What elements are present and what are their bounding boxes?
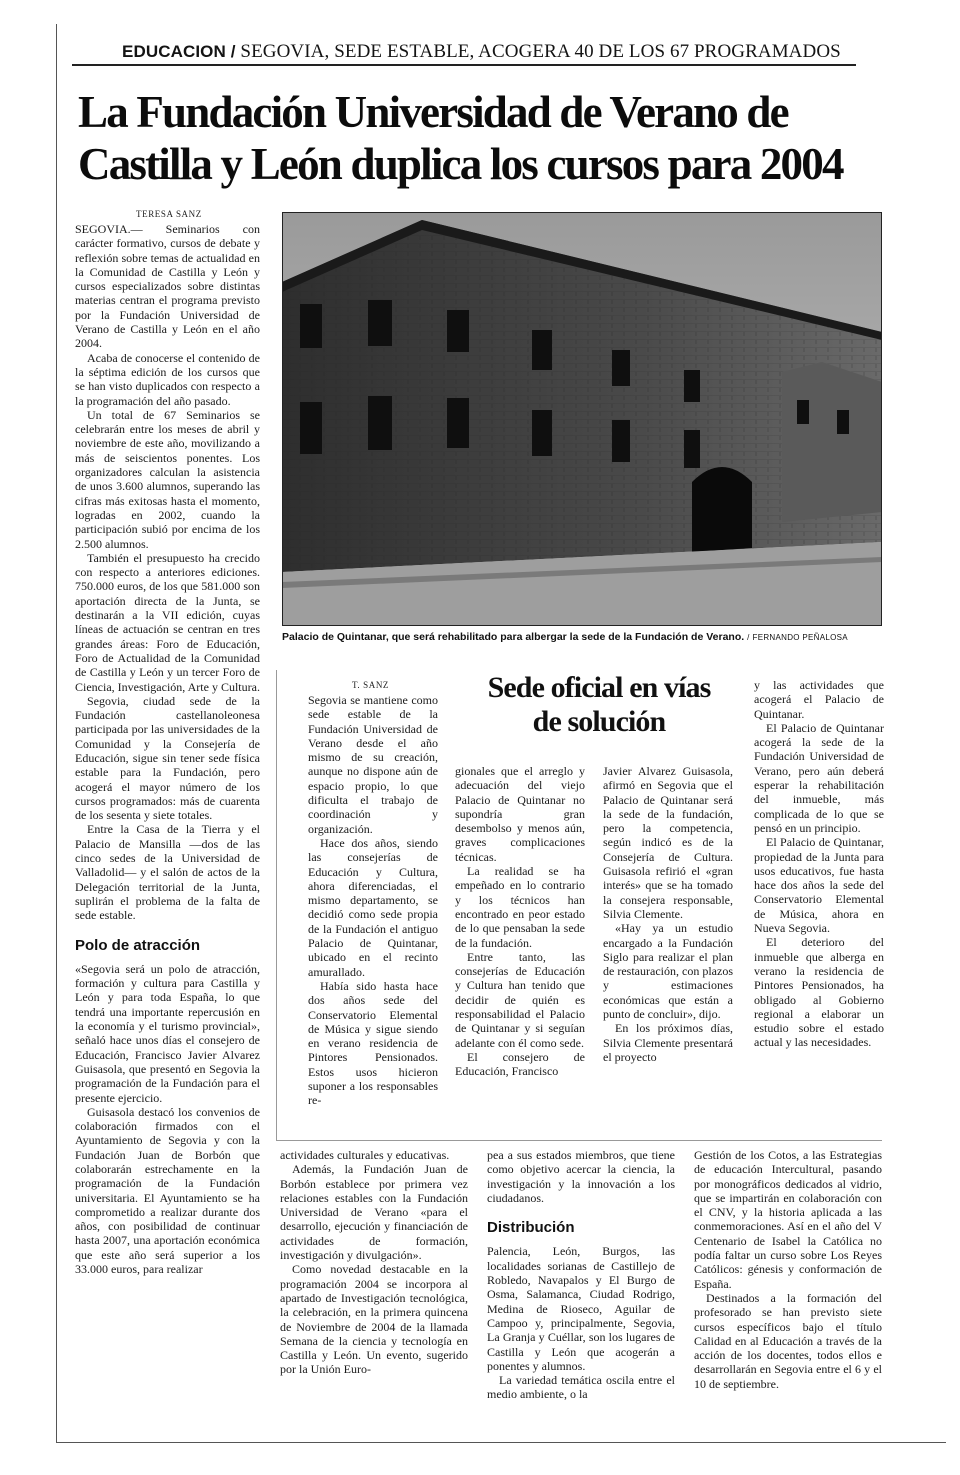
paragraph: gionales que el arreglo y adecuación del viejo Palacio de Quintanar no supondría gran desembolso y menos aún, graves complicaciones técnicas. <box>455 764 585 864</box>
paragraph: En los próximos días, Silvia Clemente presentará el proyecto <box>603 1021 733 1064</box>
paragraph: También el presupuesto ha crecido con respecto a anteriores ediciones. 750.000 euros, de los que 581.000 son aportación directa de la Junta, se destinarán a la VII edición, cuyas líneas de actuación se centran en tres grandes áreas: Foro de Educación, Foro de Actualidad de la Comunidad de Castilla y León y un tercer Foro de Ciencia, Investigación, Arte y Cultura. <box>75 550 260 694</box>
sidebar-headline-line-2: de solución <box>532 705 666 738</box>
paragraph: Destinados a la formación del profesorado se han previsto siete cursos específicos bajo el título Calidad en al Educación a través de la acción de los docentes, todos ellos e desarrollarán en Segovia entre el 6 y el 10 de septiembre. <box>694 1290 882 1391</box>
paragraph: Un total de 67 Seminarios se celebrarán entre los meses de abril y noviembre de este año, movilizando a más de seiscientos ponentes. Los organizadores calculan la asistencia de unos 3.600 alumnos, superando las cifras más exitosas hasta el momento, logradas en 2002, cuando la participación subió por encima de los 2.500 alumnos. <box>75 407 260 551</box>
paragraph: Como novedad destacable en la programación 2004 se incorpora al apartado de Investigación tecnológica, la celebración, en la primera quincena de Noviembre de 2004 de la llamada Semana de la ciencia y tecnología en Castilla y León. Un evento, sugerido por la Unión Euro- <box>280 1262 468 1377</box>
paragraph: La realidad se ha empeñado en lo contrario y los técnicos han encontrado en peor estado de lo que pensaban la sede de la fundación. <box>455 864 585 950</box>
sidebar-column-4 <box>754 678 884 1050</box>
headline-line-2: Castilla y León duplica los cursos para 2004 <box>78 139 843 189</box>
page-border-bottom <box>56 1442 946 1443</box>
paragraph: Segovia, ciudad sede de la Fundación castellanoleonesa participada por las universidades de la Comunidad y la Consejería de Educación, sigue sin tener sede física estable para la Fundación, pero acogerá el mayor número de los cursos programados: más de cuarenta de los sesenta y siete totales. <box>75 693 260 823</box>
paragraph: Acaba de conocerse el contenido de la séptima edición de los cursos que se han visto duplicados con respecto a la programación del año pasado. <box>75 350 260 408</box>
paragraph: Entre la Casa de la Tierra y el Palacio de Mansilla —dos de las cinco sedes de la Universidad de Valladolid— y el salón de actos de la Delegación territorial de la Junta, suplirán el problema de la falta de sede estable. <box>75 822 260 923</box>
caption-text: Palacio de Quintanar, que será rehabilitado para albergar la sede de la Fundación de Verano. <box>282 631 745 643</box>
bottom-column-3 <box>487 1148 675 1402</box>
sidebar-column-1 <box>308 693 438 1108</box>
paragraph: actividades culturales y educativas. <box>280 1148 450 1162</box>
paragraph: La variedad temática oscila entre el medio ambiente, o la <box>487 1373 675 1402</box>
kicker-text: SEGOVIA, SEDE ESTABLE, ACOGERA 40 DE LOS 67 PROGRAMADOS <box>240 41 841 62</box>
bottom-column-4 <box>694 1148 882 1391</box>
caption-separator: / <box>747 633 750 642</box>
main-column-left <box>75 222 260 1276</box>
paragraph: «Hay ya un estudio encargado a la Fundación Siglo para realizar el plan de restauración, con plazos y estimaciones económicas que están a punto de concluir», dijo. <box>603 921 733 1022</box>
sidebar-column-2 <box>455 764 585 1079</box>
page-border-left <box>56 24 57 1442</box>
subhead-distribucion: Distribución <box>487 1219 575 1237</box>
photo-credit: FERNANDO PEÑALOSA <box>752 633 848 642</box>
paragraph: El deterioro del inmueble que alberga en verano la residencia de Pintores Pensionados, ha obligado al Gobierno regional a elaborar un estudio sobre el estado actual y las necesidades. <box>754 935 884 1050</box>
sidebar-column-3 <box>603 764 733 1064</box>
column-rule <box>276 670 277 1140</box>
paragraph: Javier Alvarez Guisasola, afirmó en Segovia que el Palacio de Quintanar será la sede de la fundación, pero la competencia, según indicó es de la Consejería de Cultura. Guisasola refirió el «gran interés» que se ha tomado la consejera responsable, Silvia Clemente. <box>603 764 733 921</box>
paragraph: pea a sus estados miembros, que tiene como objetivo acercar la ciencia, la investigación y la innovación a los ciudadanos. <box>487 1148 675 1205</box>
sidebar-headline <box>454 671 744 739</box>
paragraph: SEGOVIA.— Seminarios con carácter formativo, cursos de debate y reflexión sobre temas de actualidad en la Comunidad de Castilla y León y cursos especializados sobre distintas materias centran el programa previsto por la Fundación Universidad de Verano de Castilla y León en el año 2004. <box>75 222 260 351</box>
headline <box>78 86 898 190</box>
byline: TERESA SANZ <box>136 209 202 219</box>
subhead-polo: Polo de atracción <box>75 936 201 954</box>
paragraph: «Segovia será un polo de atracción, formación y cultura para Castilla y León y para toda España, lo que tendrá una importante repercusión en la economía y el turismo provincial», señaló hace unos días el consejero de Educación, Francisco Javier Alvarez Guisasola, que presentó en Segovia la programación de la Fundación para el presente ejercicio. <box>75 961 260 1105</box>
kicker <box>122 41 882 63</box>
paragraph: El consejero de Educación, Francisco <box>455 1049 585 1079</box>
paragraph: Hace dos años, siendo las consejerías de Educación y Cultura, ahora diferenciadas, el mismo departamento, se decidió como sede propia de la Fundación el antiguo Palacio de Quintanar, ubicado en el recinto amurallado. <box>308 835 438 979</box>
headline-line-1: La Fundación Universidad de Verano de <box>78 87 788 137</box>
paragraph: y las actividades que acogerá el Palacio de Quintanar. <box>754 678 884 721</box>
paragraph: Entre tanto, las consejerías de Educación y Cultura han tenido que decidir de quién es responsabilidad el Palacio de Quintanar y si seguían adelante con él como sede. <box>455 949 585 1050</box>
photo-caption <box>282 631 902 643</box>
bottom-column-2 <box>280 1148 468 1377</box>
kicker-section: EDUCACION <box>122 42 226 61</box>
paragraph: El Palacio de Quintanar acogerá la sede de la Fundación Universidad de Verano, pero aún deberá esperar la rehabilitación del inmueble, más complicada de lo que se pensó en un principio. <box>754 720 884 835</box>
paragraph: Guisasola destacó los convenios de colaboración firmados con el Ayuntamiento de Segovia y con la Fundación Juan de Borbón que colaborarán estrechamente en la programación de la Fundación universitaria. El Ayuntamiento se ha comprometido a realizar durante dos años, con posibilidad de continuar hasta 2007, una aportación económica que este año será superior a los 33.000 euros, para realizar <box>75 1104 260 1277</box>
paragraph: Palencia, León, Burgos, las localidades sorianas de Castillejo de Robledo, Navapalos y El Burgo de Osma, Salamanca, Ciudad Rodrigo, Medina de Rioseco, Aguilar de Campoo y, principalmente, Segovia, La Granja y Cuéllar, son los lugares de Castilla y León que acogerán a ponentes y alumnos. <box>487 1244 675 1373</box>
paragraph: Segovia se mantiene como sede estable de la Fundación Universidad de Verano desde el año mismo de su creación, aunque no dispone aún de espacio propio, lo que dificulta el trabajo de coordinación y organización. <box>308 693 438 836</box>
sidebar-byline: T. SANZ <box>352 680 390 690</box>
sidebar-headline-line-1: Sede oficial en vías <box>487 671 711 704</box>
paragraph: Había sido hasta hace dos años sede del Conservatorio Elemental de Música y sigue siendo en verano residencia de Pintores Pensionados. Estos usos hicieron suponer a los responsables re- <box>308 978 438 1108</box>
paragraph: Además, la Fundación Juan de Borbón establece por primera vez relaciones estables con la Fundación Universidad de Verano «para el desarrollo, ejecución y financiación de actividades de formación, investigación y divulgación». <box>280 1162 468 1263</box>
kicker-separator: / <box>230 42 236 61</box>
kicker-rule <box>72 64 856 66</box>
paragraph: El Palacio de Quintanar, propiedad de la Junta para usos educativos, fue hasta hace dos años la sede del Conservatorio Elemental de Música, ahora en Nueva Segovia. <box>754 835 884 936</box>
building-photo <box>282 212 882 626</box>
paragraph: Gestión de los Cotos, a las Estrategias de educación Intercultural, pasando por monográficos dedicados al vidrio, que se impartirán en colaboración con el CNV, y la historia aplicada a las conmemoraciones. Así en el año del V Centenario de Isabel la Católica no podía faltar un curso sobre Los Reyes Católicos: génesis y conformación de España. <box>694 1148 882 1291</box>
sidebar-bottom-rule <box>276 1140 882 1141</box>
